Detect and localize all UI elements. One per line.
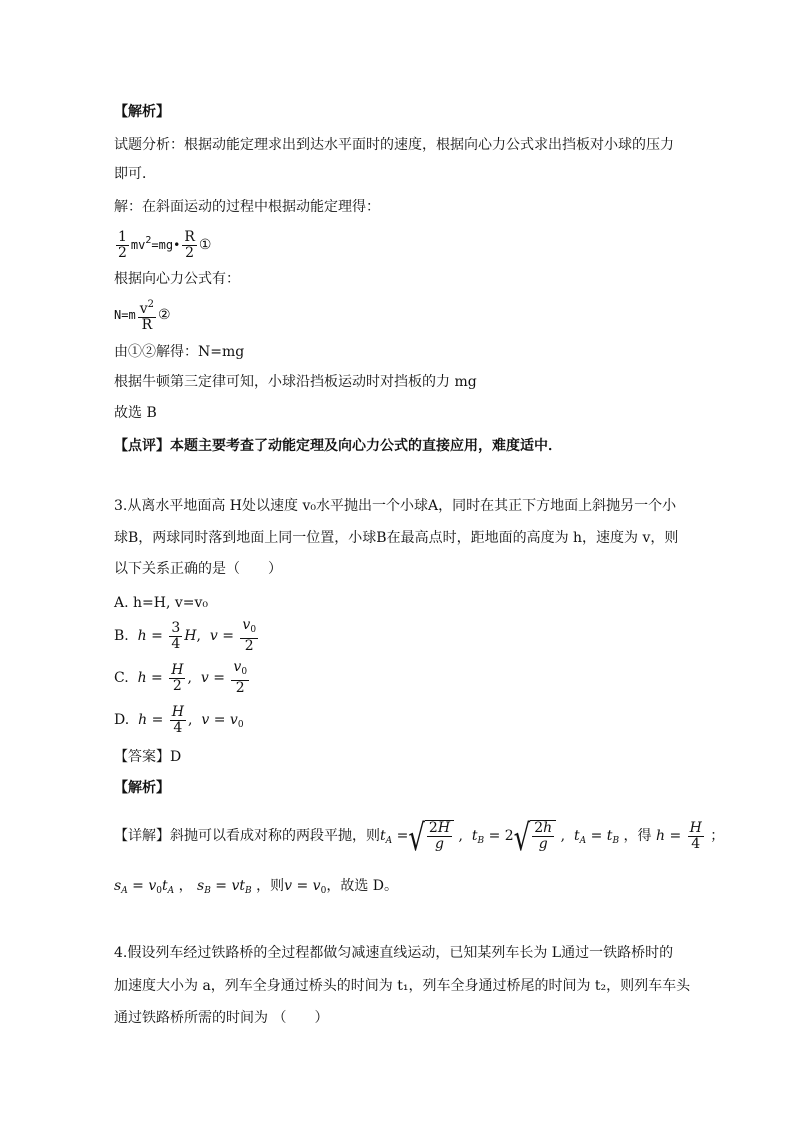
question-4-line: 加速度大小为 a，列车全身通过桥头的时间为 t₁，列车全身通过桥尾的时间为 t₂，则列车车头 xyxy=(114,978,691,994)
analysis-header: 【解析】 xyxy=(114,104,170,120)
newton-line: 根据牛顿第三定律可知，小球沿挡板运动时对挡板的力 mg xyxy=(114,374,477,390)
question-3-line: 以下关系正确的是（ ） xyxy=(114,561,282,577)
option-a: A. h=H, v=v₀ xyxy=(114,595,209,611)
centripetal-intro: 根据向心力公式有： xyxy=(114,271,240,287)
question-4-line: 4.假设列车经过铁路桥的全过程都做匀减速直线运动，已知某列车长为 L通过一铁路桥时的 xyxy=(114,945,674,961)
question-3-line: 3.从离水平地面高 H处以速度 v₀水平抛出一个小球A，同时在其正下方地面上斜抛另一个小 xyxy=(114,498,677,514)
option-c: C. h = $\frac{H}{2}$ , v = $\frac{v_0}{2}$ xyxy=(114,659,248,696)
analysis-header: 【解析】 xyxy=(114,780,170,796)
detail-line-2: $s_A = v_0t_A$ ， $s_B = vt_B$ ，则$v = v_0$，故选 D。 xyxy=(114,878,399,896)
analysis-line: 试题分析：根据动能定理求出到达水平面时的速度，根据向心力公式求出挡板对小球的压力 xyxy=(114,137,674,153)
choose-line: 故选 B xyxy=(114,405,157,421)
equation-2: N=m $\frac{v^2}{R}$ ② xyxy=(114,299,171,333)
fraction: $\frac{v^2}{R}$ xyxy=(139,299,154,333)
fraction: $\frac{1}{2}$ xyxy=(118,228,127,261)
question-4-line: 通过铁路桥所需的时间为 （ ） xyxy=(114,1010,329,1026)
solution-intro: 解：在斜面运动的过程中根据动能定理得： xyxy=(114,199,380,215)
analysis-line: 即可． xyxy=(114,166,156,182)
fraction: $\frac{R}{2}$ xyxy=(184,228,195,261)
option-b: B. h = $\frac{3}{4}$ H, v = $\frac{v_0}{2}$ xyxy=(114,617,257,654)
equation-1: $\frac{1}{2}$ $mv^2=mg•$ $\frac{R}{2}$ ① xyxy=(118,228,212,261)
comment-line: 【点评】本题主要考查了动能定理及向心力公式的直接应用，难度适中． xyxy=(114,438,562,454)
question-3-line: 球B，两球同时落到地面上同一位置，小球B在最高点时，距地面的高度为 h，速度为 v，则 xyxy=(114,530,679,546)
answer-line: 【答案】D xyxy=(114,749,182,765)
option-d: D. h = $\frac{H}{4}$ , $v = v_0$ xyxy=(114,703,244,736)
detail-line-1: 【详解】斜抛可以看成对称的两段平抛，则$t_A$ = √ $\frac{2H}{g}$ , $t_B = 2$ √ $\frac{2h}{g}$ , $t_A = t_B$ ，得 h = $\frac{H}{4}$ ； xyxy=(114,818,725,860)
result-line: 由①②解得：N=mg xyxy=(114,344,245,360)
